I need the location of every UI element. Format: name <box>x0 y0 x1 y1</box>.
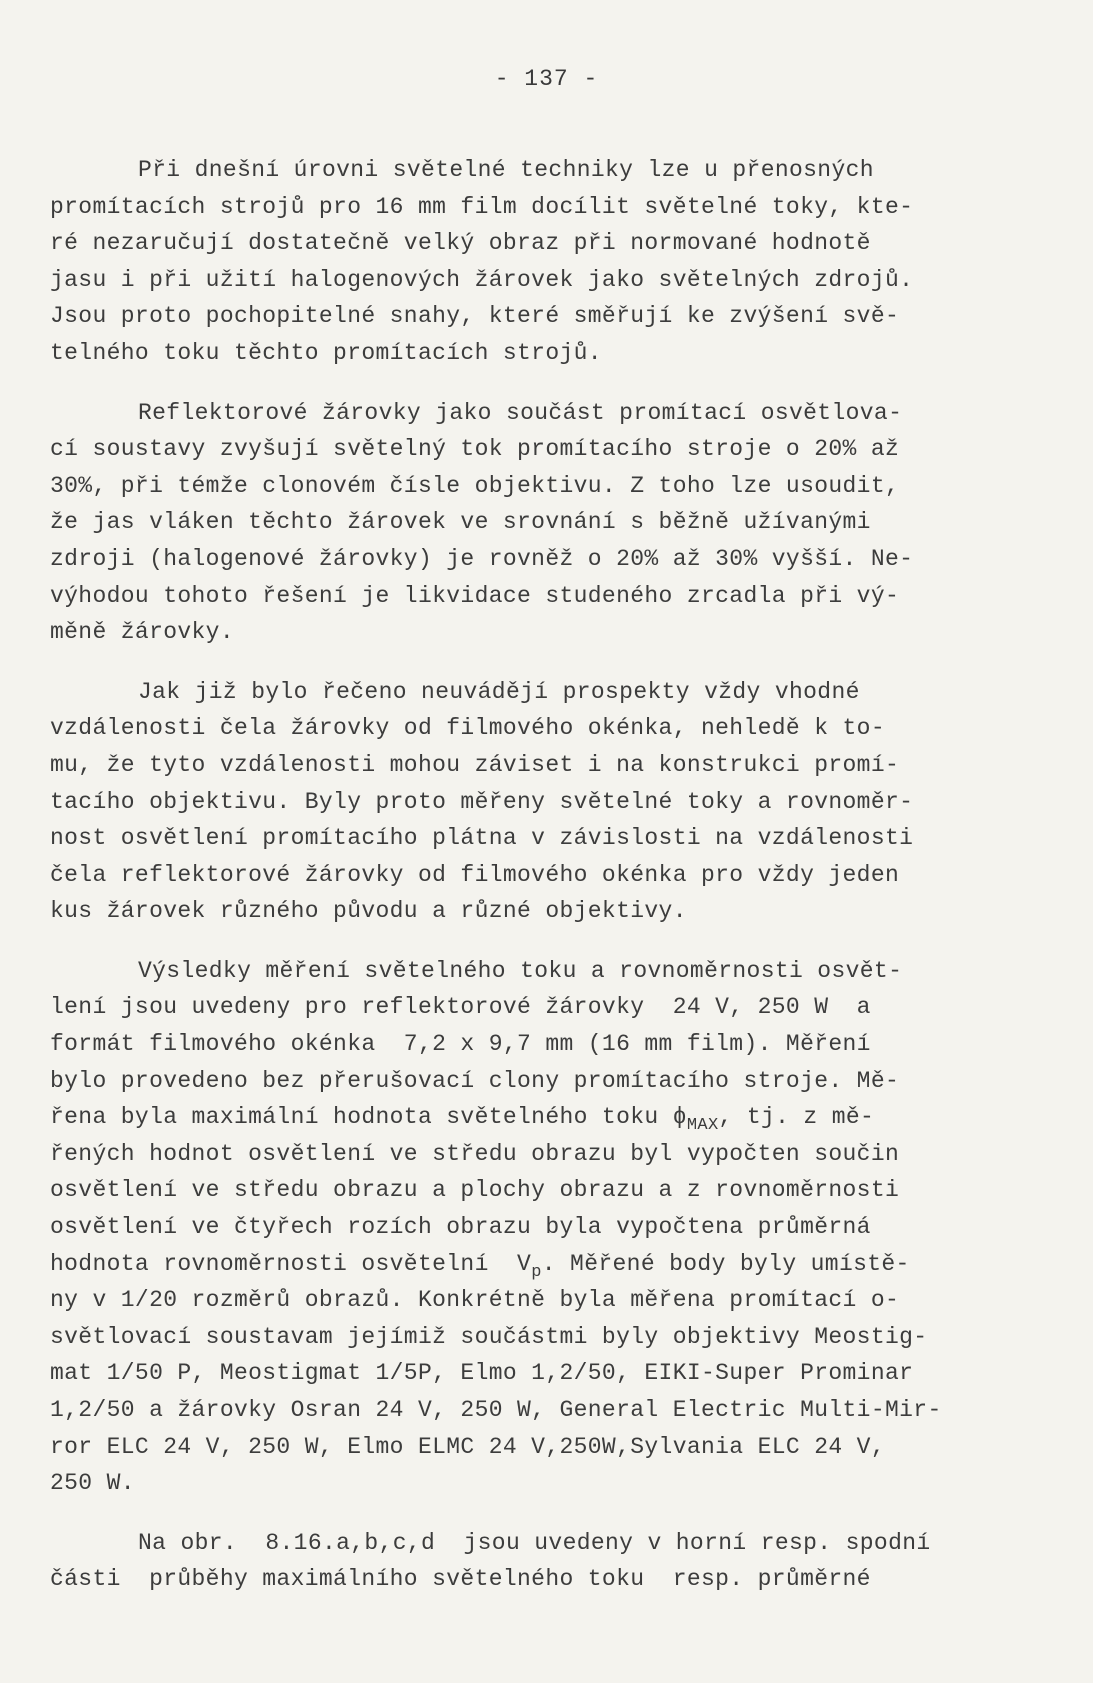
text-line: vzdálenosti čela žárovky od filmového okénka, nehledě k to- <box>50 715 885 742</box>
text-line: kus žárovek různého původu a různé objektivy. <box>50 898 687 925</box>
text-line: promítacích strojů pro 16 mm film docílit světelné toky, kte- <box>50 193 914 220</box>
page-number: - 137 - <box>494 66 599 92</box>
text-segment: . Měřené body byly umístě- <box>541 1250 910 1277</box>
text-line: světlovací soustavam jejímiž součástmi byly objektivy Meostig- <box>50 1323 928 1350</box>
text-line: bylo provedeno bez přerušovací clony promítacího stroje. Mě- <box>50 1067 900 1094</box>
text-line: osvětlení ve čtyřech rozích obrazu byla vypočtena průměrná <box>50 1214 871 1241</box>
text-line-with-vp <box>50 1246 1050 1283</box>
body-text <box>50 152 1050 1621</box>
paragraph-4 <box>50 953 1050 1502</box>
text-segment: hodnota rovnoměrnosti osvětelní V <box>50 1250 532 1277</box>
text-line: mat 1/50 P, Meostigmat 1/5P, Elmo 1,2/50, EIKI-Super Prominar <box>50 1360 914 1387</box>
text-line: mu, že tyto vzdálenosti mohou záviset i na konstrukci promí- <box>50 751 900 778</box>
phi-subscript: MAX <box>686 1116 719 1136</box>
text-line: Při dnešní úrovni světelné techniky lze u přenosných <box>138 157 874 183</box>
text-line: že jas vláken těchto žárovek ve srovnání s běžně užívanými <box>50 509 871 536</box>
text-line: Výsledky měření světelného toku a rovnoměrnosti osvět- <box>138 957 903 984</box>
text-line: Jsou proto pochopitelné snahy, které směřují ke zvýšení svě- <box>50 303 900 330</box>
text-line: ré nezaručují dostatečně velký obraz při normované hodnotě <box>50 230 871 257</box>
text-line: nost osvětlení promítacího plátna v závislosti na vzdálenosti <box>50 825 914 852</box>
text-segment: řena byla maximální hodnota světelného toku ϕ <box>50 1104 687 1131</box>
text-line: cí soustavy zvyšují světelný tok promítacího stroje o 20% až <box>50 436 900 463</box>
text-line: tacího objektivu. Byly proto měřeny světelné toky a rovnoměr- <box>50 788 914 815</box>
paragraph-3 <box>50 674 1050 930</box>
text-line: telného toku těchto promítacích strojů. <box>50 339 602 366</box>
paragraph-1 <box>50 152 1050 372</box>
text-line: jasu i při užití halogenových žárovek jako světelných zdrojů. <box>50 266 914 293</box>
text-line: formát filmového okénka 7,2 x 9,7 mm (16 mm film). Měření <box>50 1031 871 1058</box>
text-line: ror ELC 24 V, 250 W, Elmo ELMC 24 V,250W,Sylvania ELC 24 V, <box>50 1433 885 1460</box>
text-line: Na obr. 8.16.a,b,c,d jsou uvedeny v horní resp. spodní <box>138 1529 931 1556</box>
text-line: Reflektorové žárovky jako součást promítací osvětlova- <box>138 399 903 426</box>
text-line: řených hodnot osvětlení ve středu obrazu byl vypočten součin <box>50 1140 900 1167</box>
paragraph-5 <box>50 1525 1050 1598</box>
text-line: 30%, při témže clonovém čísle objektivu. Z toho lze usoudit, <box>50 472 900 499</box>
text-segment: , tj. z mě- <box>718 1104 875 1131</box>
text-line: zdroji (halogenové žárovky) je rovněž o 20% až 30% vyšší. Ne- <box>50 545 914 572</box>
text-line: 250 W. <box>50 1470 135 1497</box>
text-line: ny v 1/20 rozměrů obrazů. Konkrétně byla měřena promítací o- <box>50 1287 900 1314</box>
text-line: čela reflektorové žárovky od filmového okénka pro vždy jeden <box>50 861 900 888</box>
text-line: 1,2/50 a žárovky Osran 24 V, 250 W, General Electric Multi-Mir- <box>50 1397 942 1423</box>
text-line: lení jsou uvedeny pro reflektorové žárovky 24 V, 250 W a <box>50 994 871 1021</box>
text-line: výhodou tohoto řešení je likvidace studeného zrcadla při vý- <box>50 582 900 609</box>
paragraph-2 <box>50 395 1050 651</box>
v-subscript: p <box>531 1262 542 1282</box>
text-line-with-phi <box>50 1099 1050 1136</box>
text-line: měně žárovky. <box>50 619 234 646</box>
text-line: osvětlení ve středu obrazu a plochy obrazu a z rovnoměrnosti <box>50 1177 900 1204</box>
text-line: části průběhy maximálního světelného toku resp. průměrné <box>50 1566 871 1593</box>
text-line: Jak již bylo řečeno neuvádějí prospekty vždy vhodné <box>138 678 860 705</box>
